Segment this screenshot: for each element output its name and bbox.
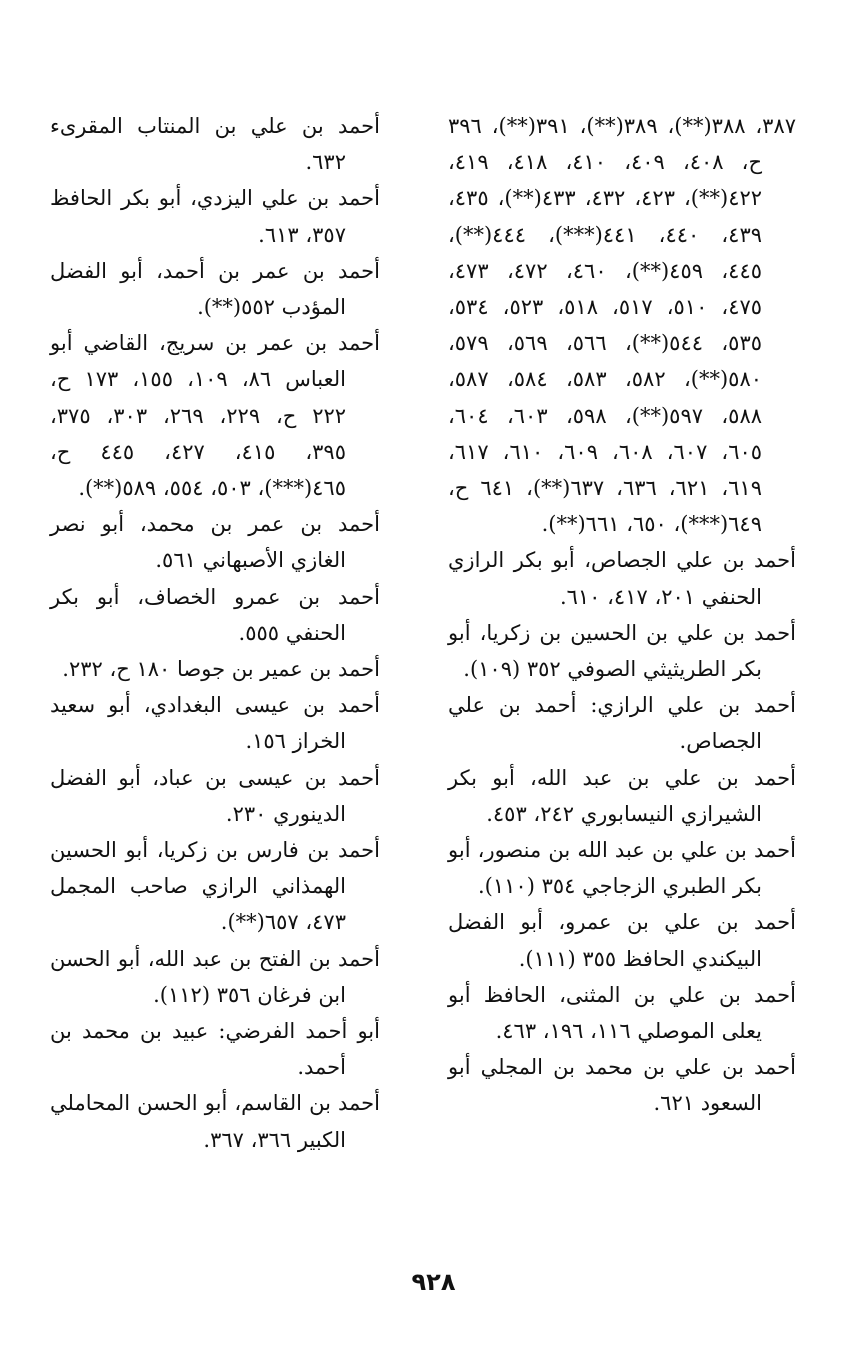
index-entry: أبو أحمد الفرضي: عبيد بن محمد بن أحمد. — [50, 1019, 380, 1080]
index-entry: أحمد بن علي بن عمرو، أبو الفضل البيكندي الحافظ ٣٥٥ (١١١). — [448, 910, 796, 971]
index-entry: أحمد بن فارس بن زكريا، أبو الحسين الهمذاني الرازي صاحب المجمل ٤٧٣، ٦٥٧(**). — [50, 838, 380, 935]
index-entry: أحمد بن علي اليزدي، أبو بكر الحافظ ٣٥٧، ٦١٣. — [50, 186, 380, 247]
index-entry: أحمد بن علي بن عبد الله بن منصور، أبو بكر الطبري الزجاجي ٣٥٤ (١١٠). — [448, 838, 796, 899]
index-entry: أحمد بن علي بن المثنى، الحافظ أبو يعلى الموصلي ١١٦، ١٩٦، ٤٦٣. — [448, 982, 796, 1044]
index-entry: أحمد بن علي الرازي: أحمد بن علي الجصاص. — [448, 693, 796, 754]
index-entry: أحمد بن عمرو الخصاف، أبو بكر الحنفي ٥٥٥. — [50, 584, 380, 645]
index-entry: أحمد بن الفتح بن عبد الله، أبو الحسن ابن فرغان ٣٥٦ (١١٢). — [50, 946, 380, 1007]
index-entry: أحمد بن علي بن المنتاب المقرىء ٦٣٢. — [50, 114, 380, 175]
index-entry: أحمد بن عمير بن جوصا ١٨٠ ح، ٢٣٢. — [62, 657, 380, 682]
index-entry: أحمد بن عمر بن محمد، أبو نصر الغازي الأصبهاني ٥٦١. — [50, 512, 380, 573]
index-entry: أحمد بن علي بن الحسين بن زكريا، أبو بكر الطريثيثي الصوفي ٣٥٢ (١٠٩). — [448, 620, 796, 682]
index-entry: أحمد بن علي بن عبد الله، أبو بكر الشيرازي النيسابوري ٢٤٢، ٤٥٣. — [448, 765, 796, 826]
index-entry: أحمد بن علي الجصاص، أبو بكر الرازي الحنفي ٢٠١، ٤١٧، ٦١٠. — [448, 548, 796, 609]
index-entry: أحمد بن عيسى بن عباد، أبو الفضل الدينوري ٢٣٠. — [50, 765, 380, 826]
index-entry: أحمد بن علي بن محمد بن المجلي أبو السعود ٦٢١. — [448, 1055, 796, 1116]
index-entry: أحمد بن عيسى البغدادي، أبو سعيد الخراز ١٥٦. — [50, 693, 380, 754]
index-column-left — [50, 108, 380, 1158]
index-entry: أحمد بن القاسم، أبو الحسن المحاملي الكبير ٣٦٦، ٣٦٧. — [50, 1091, 380, 1152]
page-number: ٩٢٨ — [411, 1268, 456, 1296]
index-entry: أحمد بن عمر بن سريج، القاضي أبو العباس ٨٦، ١٠٩، ١٥٥، ١٧٣ ح، ٢٢٢ ح، ٢٢٩، ٢٦٩، ٣٠٣، ٣٧٥، ٣٩٥، ٤١٥، ٤٢٧، ٤٤٥ ح، ٤٦٥(***)، ٥٠٣، ٥٥٤، ٥٨٩(**). — [50, 331, 380, 501]
index-entry: أحمد بن عمر بن أحمد، أبو الفضل المؤدب ٥٥٢(**). — [50, 258, 380, 320]
index-column-right — [448, 108, 796, 1122]
index-entry-continuation: ٣٨٧، ٣٨٨(**)، ٣٨٩(**)، ٣٩١(**)، ٣٩٦ ح، ٤٠٨، ٤٠٩، ٤١٠، ٤١٨، ٤١٩، ٤٢٢(**)، ٤٢٣، ٤٣٢، ٤٣٣(**)، ٤٣٥، ٤٣٩، ٤٤٠، ٤٤١(***)، ٤٤٤(**)، ٤٤٥، ٤٥٩(**)، ٤٦٠، ٤٧٢، ٤٧٣، ٤٧٥، ٥١٠، ٥١٧، ٥١٨، ٥٢٣، ٥٣٤، ٥٣٥، ٥٤٤(**)، ٥٦٦، ٥٦٩، ٥٧٩، ٥٨٠(**)، ٥٨٢، ٥٨٣، ٥٨٤، ٥٨٧، ٥٨٨، ٥٩٧(**)، ٥٩٨، ٦٠٣، ٦٠٤، ٦٠٥، ٦٠٧، ٦٠٨، ٦٠٩، ٦١٠، ٦١٧، ٦١٩، ٦٢١، ٦٣٦، ٦٣٧(**)، ٦٤١ ح، ٦٤٩(***)، ٦٥٠، ٦٦١(**). — [448, 114, 797, 537]
